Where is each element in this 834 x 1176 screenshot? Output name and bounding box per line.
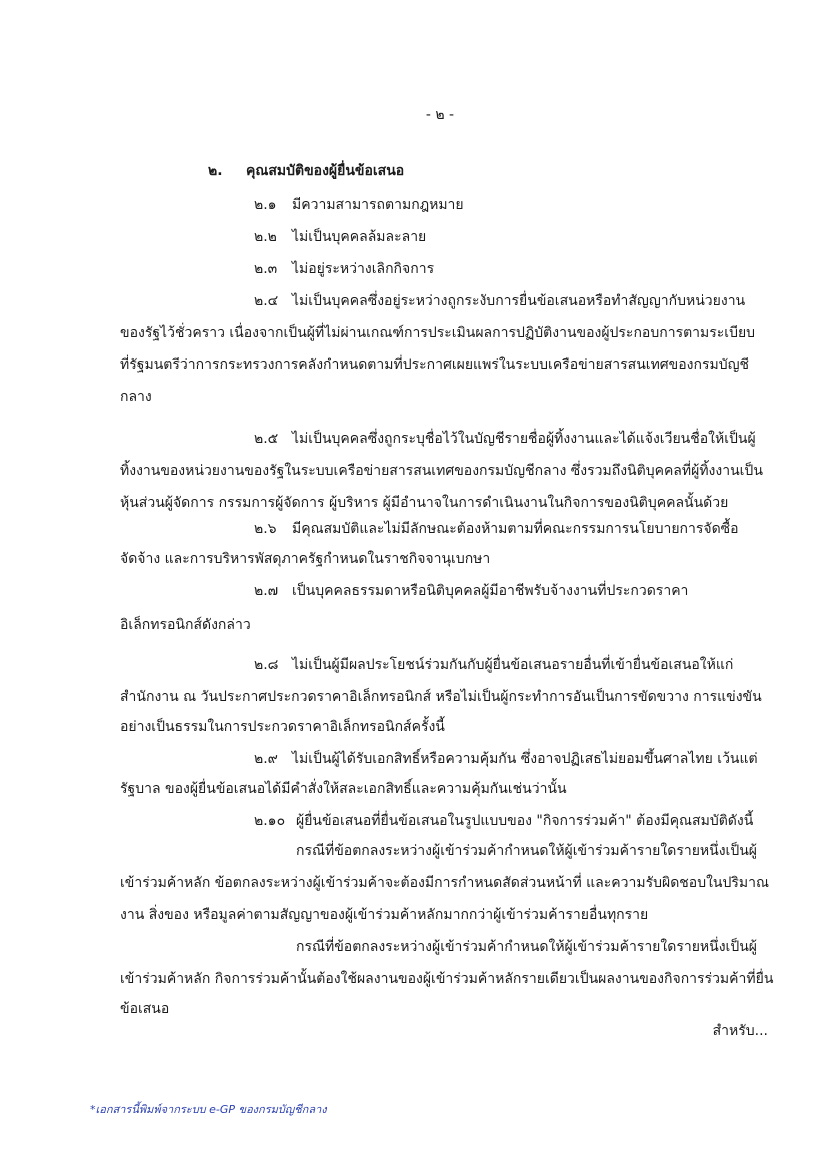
item-text-continued: ของรัฐไว้ชั่วคราว เนื่องจากเป็นผู้ที่ไม่ผ่านเกณฑ์การประเมินผลการปฏิบัติงานของผู้ประกอบการตามระเบียบ xyxy=(120,325,756,341)
section-number: ๒. xyxy=(208,163,223,179)
continuation-note: สำหรับ... xyxy=(712,1023,768,1039)
item-text: มีคุณสมบัติและไม่มีลักษณะต้องห้ามตามที่คณะกรรมการนโยบายการจัดซื้อ xyxy=(292,521,739,537)
item-text-continued: รัฐบาล ของผู้ยื่นข้อเสนอได้มีคำสั่งให้สละเอกสิทธิ์และความคุ้มกันเช่นว่านั้น xyxy=(120,781,567,797)
item-text-continued: เข้าร่วมค้าหลัก กิจการร่วมค้านั้นต้องใช้ผลงานของผู้เข้าร่วมค้าหลักรายเดียวเป็นผลงานของกิจการร่วมค้าที่ยื่น xyxy=(120,971,774,987)
item-text: ไม่เป็นบุคคลซึ่งอยู่ระหว่างถูกระงับการยื่นข้อเสนอหรือทำสัญญากับหน่วยงาน xyxy=(292,293,746,309)
item-text-subcase: กรณีที่ข้อตกลงระหว่างผู้เข้าร่วมค้ากำหนดให้ผู้เข้าร่วมค้ารายใดรายหนึ่งเป็นผู้ xyxy=(296,939,757,955)
item-text-continued: อย่างเป็นธรรมในการประกวดราคาอิเล็กทรอนิกส์ครั้งนี้ xyxy=(120,719,445,735)
item-text-continued: เข้าร่วมค้าหลัก ข้อตกลงระหว่างผู้เข้าร่วมค้าจะต้องมีการกำหนดสัดส่วนหน้าที่ และความรับผิดชอบในปริมาณ xyxy=(120,875,769,891)
item-number: ๒.๒ xyxy=(254,229,277,245)
item-number: ๒.๘ xyxy=(254,657,279,673)
item-text-continued: หุ้นส่วนผู้จัดการ กรรมการผู้จัดการ ผู้บริหาร ผู้มีอำนาจในการดำเนินงานในกิจการของนิติบุคคลนั้นด้วย xyxy=(120,495,729,511)
item-number: ๒.๑ xyxy=(254,197,277,213)
item-text-subcase: กรณีที่ข้อตกลงระหว่างผู้เข้าร่วมค้ากำหนดให้ผู้เข้าร่วมค้ารายใดรายหนึ่งเป็นผู้ xyxy=(296,843,757,859)
item-text-continued: กลาง xyxy=(120,389,152,405)
item-number: ๒.๓ xyxy=(254,261,278,277)
item-text: ไม่เป็นผู้ได้รับเอกสิทธิ์หรือความคุ้มกัน ซึ่งอาจปฏิเสธไม่ยอมขึ้นศาลไทย เว้นแต่ xyxy=(292,751,758,767)
item-text-continued: ที่รัฐมนตรีว่าการกระทรวงการคลังกำหนดตามที่ประกาศเผยแพร่ในระบบเครือข่ายสารสนเทศของกรมบัญชี xyxy=(120,357,750,373)
item-number: ๒.๑๐ xyxy=(254,813,286,829)
item-text-continued: งาน สิ่งของ หรือมูลค่าตามสัญญาของผู้เข้าร่วมค้าหลักมากกว่าผู้เข้าร่วมค้ารายอื่นทุกราย xyxy=(120,907,649,923)
section-title: คุณสมบัติของผู้ยื่นข้อเสนอ xyxy=(246,163,405,179)
item-text: เป็นบุคคลธรรมดาหรือนิติบุคคลผู้มีอาชีพรับจ้างงานที่ประกวดราคา xyxy=(292,583,689,599)
item-number: ๒.๖ xyxy=(254,521,277,537)
item-text: ไม่เป็นบุคคลซึ่งถูกระบุชื่อไว้ในบัญชีรายชื่อผู้ทิ้งงานและได้แจ้งเวียนชื่อให้เป็นผู้ xyxy=(292,431,756,447)
item-number: ๒.๕ xyxy=(254,431,279,447)
item-text: มีความสามารถตามกฎหมาย xyxy=(292,197,464,213)
footnote: *เอกสารนี้พิมพ์จากระบบ e-GP ของกรมบัญชีกลาง xyxy=(90,1103,327,1116)
item-text-continued: ข้อเสนอ xyxy=(120,1001,170,1017)
item-text: ไม่เป็นผู้มีผลประโยชน์ร่วมกันกับผู้ยื่นข้อเสนอรายอื่นที่เข้ายื่นข้อเสนอให้แก่ xyxy=(292,657,734,673)
item-text-continued: สำนักงาน ณ วันประกาศประกวดราคาอิเล็กทรอนิกส์ หรือไม่เป็นผู้กระทำการอันเป็นการขัดขวาง การแข่งขัน xyxy=(120,689,762,705)
item-text-continued: อิเล็กทรอนิกส์ดังกล่าว xyxy=(120,617,251,633)
item-text: ไม่เป็นบุคคลล้มละลาย xyxy=(292,229,427,245)
item-text: ผู้ยื่นข้อเสนอที่ยื่นข้อเสนอในรูปแบบของ "กิจการร่วมค้า" ต้องมีคุณสมบัติดังนี้ xyxy=(296,813,754,829)
page-number: - ๒ - xyxy=(425,107,455,123)
item-number: ๒.๙ xyxy=(254,751,278,767)
item-number: ๒.๔ xyxy=(254,293,279,309)
item-text-continued: ทิ้งงานของหน่วยงานของรัฐในระบบเครือข่ายสารสนเทศของกรมบัญชีกลาง ซึ่งรวมถึงนิติบุคคลที่ผู้ทิ้งงานเป็น xyxy=(120,463,763,479)
item-text-continued: จัดจ้าง และการบริหารพัสดุภาครัฐกำหนดในราชกิจจานุเบกษา xyxy=(120,551,491,567)
item-number: ๒.๗ xyxy=(254,583,279,599)
item-text: ไม่อยู่ระหว่างเลิกกิจการ xyxy=(292,261,435,277)
